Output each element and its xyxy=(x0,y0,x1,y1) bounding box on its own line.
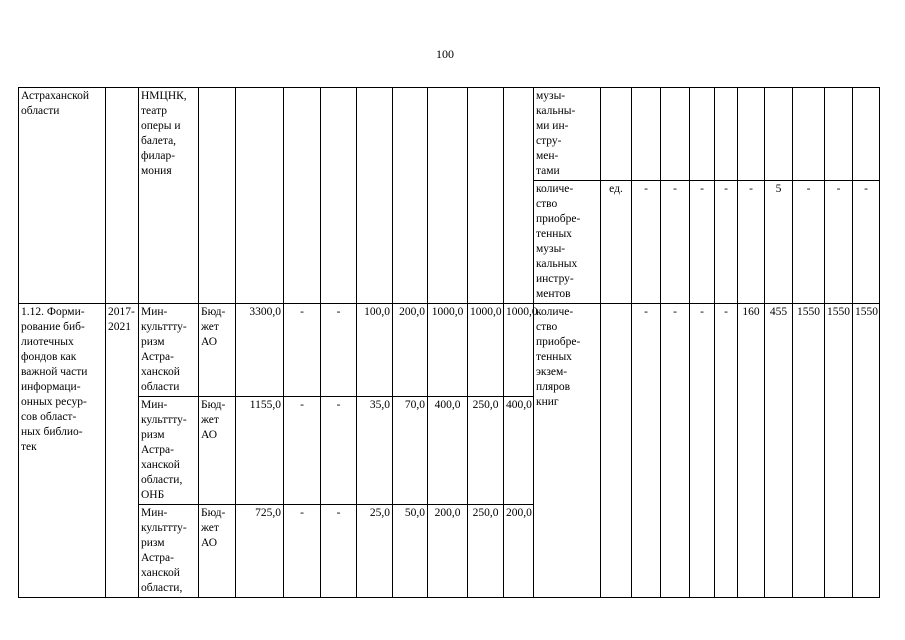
value-cell: - xyxy=(661,181,690,304)
year-2019-cell: 100,0 xyxy=(357,304,393,397)
value-cell: 455 xyxy=(765,304,793,598)
page-number: 100 xyxy=(436,47,454,61)
executor-cell: Мин- культтту- ризм Астра- ханской области xyxy=(139,304,199,397)
year-2017-cell: - xyxy=(284,505,321,598)
total-cell xyxy=(236,88,284,304)
year-2017-cell: - xyxy=(284,304,321,397)
value-cell: - xyxy=(715,181,738,304)
year-2018-cell: - xyxy=(321,304,357,397)
total-cell: 3300,0 xyxy=(236,304,284,397)
year-2017-cell: - xyxy=(284,397,321,505)
year-2022-cell: 250,0 xyxy=(468,505,504,598)
indicator-cell: количе- ство приобре- тенных музы- кальных инстру- ментов xyxy=(534,181,601,304)
year-2019-cell: 35,0 xyxy=(357,397,393,505)
value-cell: - xyxy=(793,181,825,304)
program-cell: Астраханской области xyxy=(19,88,106,304)
year-2023-cell: 1000,0 xyxy=(504,304,534,397)
year-2021-cell: 200,0 xyxy=(428,505,468,598)
value-cell xyxy=(715,88,738,181)
executor-cell: Мин- культтту- ризм Астра- ханской области, xyxy=(139,505,199,598)
year-2021-cell: 400,0 xyxy=(428,397,468,505)
unit-cell xyxy=(601,88,632,181)
indicator-cell: количе- ство приобре- тенных экзем- пляров книг xyxy=(534,304,601,598)
year-2018-cell: - xyxy=(321,397,357,505)
value-cell xyxy=(632,88,661,181)
total-cell: 1155,0 xyxy=(236,397,284,505)
value-cell xyxy=(738,88,765,181)
year-2021-cell: 1000,0 xyxy=(428,304,468,397)
year-2017-cell xyxy=(284,88,321,304)
value-cell: 160 xyxy=(738,304,765,598)
period-cell: 2017- 2021 xyxy=(106,304,139,598)
period-cell xyxy=(106,88,139,304)
value-cell: - xyxy=(632,181,661,304)
value-cell: - xyxy=(825,181,853,304)
year-2022-cell xyxy=(468,88,504,304)
year-2018-cell xyxy=(321,88,357,304)
year-2023-cell: 400,0 xyxy=(504,397,534,505)
value-cell: - xyxy=(738,181,765,304)
year-2023-cell xyxy=(504,88,534,304)
value-cell: - xyxy=(661,304,690,598)
value-cell: - xyxy=(853,181,880,304)
total-cell: 725,0 xyxy=(236,505,284,598)
year-2019-cell xyxy=(357,88,393,304)
indicator-cell: музы- кальны- ми ин- стру- мен- тами xyxy=(534,88,601,181)
year-2023-cell: 200,0 xyxy=(504,505,534,598)
value-cell: - xyxy=(690,304,715,598)
value-cell xyxy=(690,88,715,181)
year-2022-cell: 250,0 xyxy=(468,397,504,505)
executor-cell: Мин- культтту- ризм Астра- ханской области, ОНБ xyxy=(139,397,199,505)
value-cell: - xyxy=(715,304,738,598)
source-cell: Бюд- жет АО xyxy=(199,304,236,397)
source-cell xyxy=(199,88,236,304)
year-2020-cell: 200,0 xyxy=(393,304,428,397)
value-cell: - xyxy=(690,181,715,304)
year-2018-cell: - xyxy=(321,505,357,598)
program-cell: 1.12. Форми- рование биб- лиотечных фондов как важной части информаци- онных ресур- сов област- ных библио- тек xyxy=(19,304,106,598)
source-cell: Бюд- жет АО xyxy=(199,505,236,598)
year-2020-cell: 70,0 xyxy=(393,397,428,505)
value-cell xyxy=(853,88,880,181)
value-cell: 1550 xyxy=(853,304,880,598)
year-2020-cell: 50,0 xyxy=(393,505,428,598)
program-table xyxy=(18,87,880,598)
value-cell xyxy=(661,88,690,181)
table-row xyxy=(19,304,880,397)
year-2022-cell: 1000,0 xyxy=(468,304,504,397)
executor-cell: НМЦНК, театр оперы и балета, филар- мония xyxy=(139,88,199,304)
unit-cell xyxy=(601,304,632,598)
unit-cell: ед. xyxy=(601,181,632,304)
value-cell xyxy=(765,88,793,181)
year-2019-cell: 25,0 xyxy=(357,505,393,598)
year-2020-cell xyxy=(393,88,428,304)
value-cell: 1550 xyxy=(825,304,853,598)
year-2021-cell xyxy=(428,88,468,304)
value-cell: - xyxy=(632,304,661,598)
value-cell: 1550 xyxy=(793,304,825,598)
value-cell xyxy=(825,88,853,181)
table-row xyxy=(19,88,880,181)
value-cell: 5 xyxy=(765,181,793,304)
value-cell xyxy=(793,88,825,181)
source-cell: Бюд- жет АО xyxy=(199,397,236,505)
